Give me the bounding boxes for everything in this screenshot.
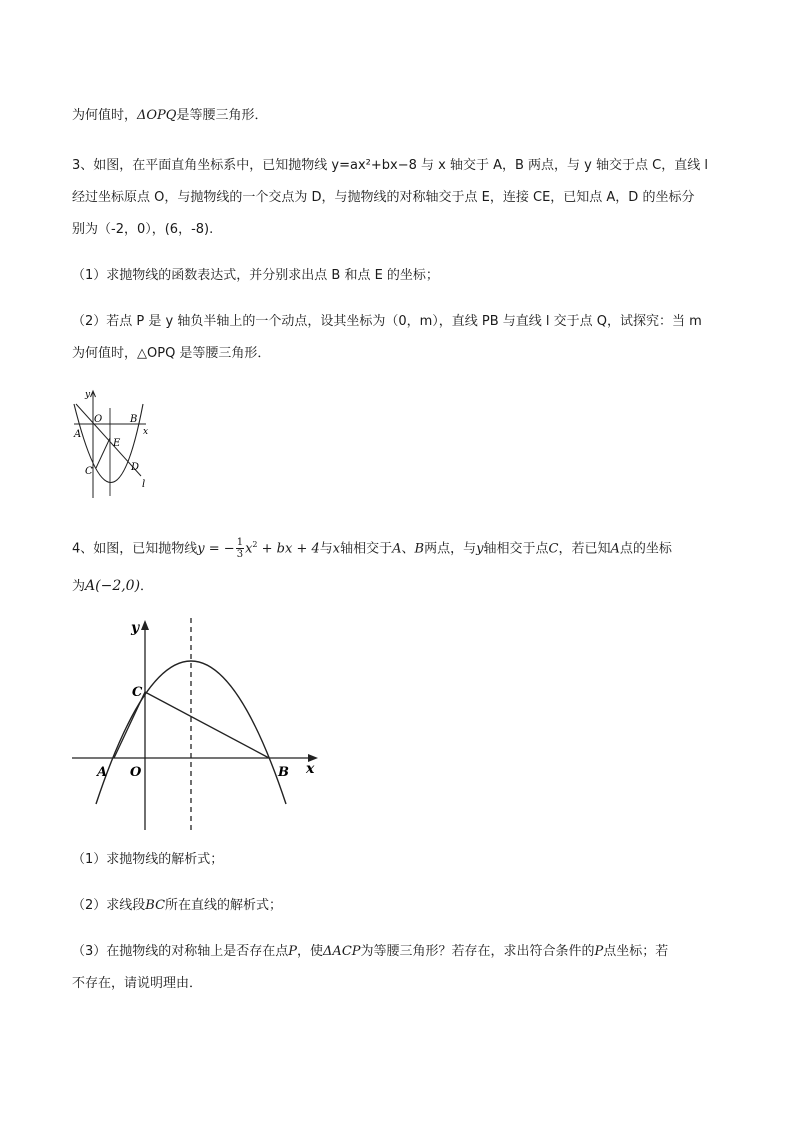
q4-point-a-2: A (610, 541, 620, 557)
q4-text-wei: 为 (72, 579, 86, 594)
q3-line-2: 经过坐标原点 O，与抛物线的一个交点为 D，与抛物线的对称轴交于点 E，连接 CE，已知点 A，D 的坐标分 (72, 190, 695, 205)
q3-label-y: y (85, 390, 91, 400)
q4-x-var: x (332, 541, 341, 557)
q4-text-if-known: ，若已知 (558, 541, 611, 557)
q4-part-3-line-1 (72, 942, 668, 962)
q4-eq-rest: + bx + 4 (257, 541, 320, 557)
q4-label-b: B (278, 765, 289, 780)
q3-label-o: O (94, 414, 103, 425)
q4-separator: 、 (401, 541, 415, 557)
q3-label-e: E (113, 438, 121, 449)
q4-part-2-suffix: 所在直线的解析式； (165, 898, 283, 913)
q2-final-line (72, 106, 267, 126)
q3-label-d: D (131, 462, 140, 473)
q4-line-2 (72, 576, 153, 597)
q4-figure (70, 616, 320, 836)
q3-label-x: x (143, 427, 149, 437)
q4-segment-ac (114, 692, 145, 758)
q3-label-l: l (142, 479, 146, 490)
q4-label-y: y (131, 620, 140, 636)
q3-label-a: A (74, 429, 82, 440)
q4-period: ． (140, 579, 154, 594)
q4-segment-bc (145, 692, 269, 758)
q4-eq-y: y (197, 541, 205, 557)
q3-line-1: 3、如图，在平面直角坐标系中，已知抛物线 y=ax²+bx−8 与 x 轴交于 A，B 两点，与 y 轴交于点 C，直线 l (72, 158, 708, 173)
q4-label-o: O (130, 765, 142, 780)
q4-point-a: A (392, 541, 402, 557)
q4-label-c: C (132, 685, 143, 700)
q4-eq-exponent: 2 (252, 540, 258, 549)
q4-part-3-middle: 为等腰三角形？若存在，求出符合条件的 (360, 944, 595, 959)
q4-part-3-prefix: （3）在抛物线的对称轴上是否存在点 (72, 944, 289, 959)
q3-line-3: 别为（-2，0），(6，-8). (72, 222, 214, 237)
q4-part-2 (72, 896, 282, 916)
q4-text-y-axis: 轴相交于点 (483, 541, 549, 557)
q2-triangle-name: ΔOPQ (137, 108, 177, 123)
q3-part-2-line-2: 为何值时，△OPQ 是等腰三角形． (72, 346, 271, 361)
q4-text-coord: 点的坐标 (619, 541, 672, 557)
q4-text-yu: 与 (319, 541, 333, 557)
q4-part-3-point-p-2: P (594, 944, 604, 959)
q4-eq-x: x (245, 541, 253, 557)
q4-text-two-points: 两点，与 (424, 541, 477, 557)
q4-point-c: C (548, 541, 559, 557)
q4-y-var: y (476, 541, 484, 557)
q4-eq-equals: = − (204, 541, 235, 557)
q4-part-3-point-p: P (288, 944, 298, 959)
q4-coordinate: A(−2,0) (85, 578, 141, 594)
q4-point-b: B (414, 541, 425, 557)
q4-fraction-numerator: 1 (236, 537, 244, 549)
q3-segment-ce (96, 438, 110, 468)
q2-final-prefix: 为何值时， (72, 108, 138, 123)
q4-fraction (236, 537, 244, 560)
q4-part-3-make: ，使 (297, 944, 324, 959)
q4-part-3-line-2: 不存在，请说明理由． (72, 976, 203, 991)
q4-part-2-prefix: （2）求线段 (72, 898, 146, 913)
q4-line-1 (72, 534, 672, 560)
q4-label-a: A (97, 765, 108, 780)
q2-final-suffix: 是等腰三角形． (176, 108, 268, 123)
q4-fraction-denominator: 3 (236, 549, 244, 561)
q4-part-3-triangle: ΔACP (323, 944, 361, 959)
q4-intro-text: 4、如图，已知抛物线 (72, 541, 198, 557)
q4-label-x: x (306, 761, 315, 777)
q3-figure (66, 386, 166, 504)
q3-part-2-line-1: （2）若点 P 是 y 轴负半轴上的一个动点，设其坐标为（0，m），直线 PB 与直线 l 交于点 Q，试探究：当 m (72, 314, 702, 329)
q4-part-1: （1）求抛物线的解析式； (72, 852, 224, 867)
q4-text-intersect: 轴相交于 (340, 541, 393, 557)
q3-label-b: B (130, 414, 138, 425)
q4-part-3-end: 点坐标；若 (603, 944, 669, 959)
q3-label-c: C (85, 466, 93, 477)
q4-y-arrow (141, 620, 149, 630)
q3-part-1: （1）求抛物线的函数表达式，并分别求出点 B 和点 E 的坐标； (72, 268, 439, 283)
q4-part-2-segment: BC (145, 898, 166, 913)
